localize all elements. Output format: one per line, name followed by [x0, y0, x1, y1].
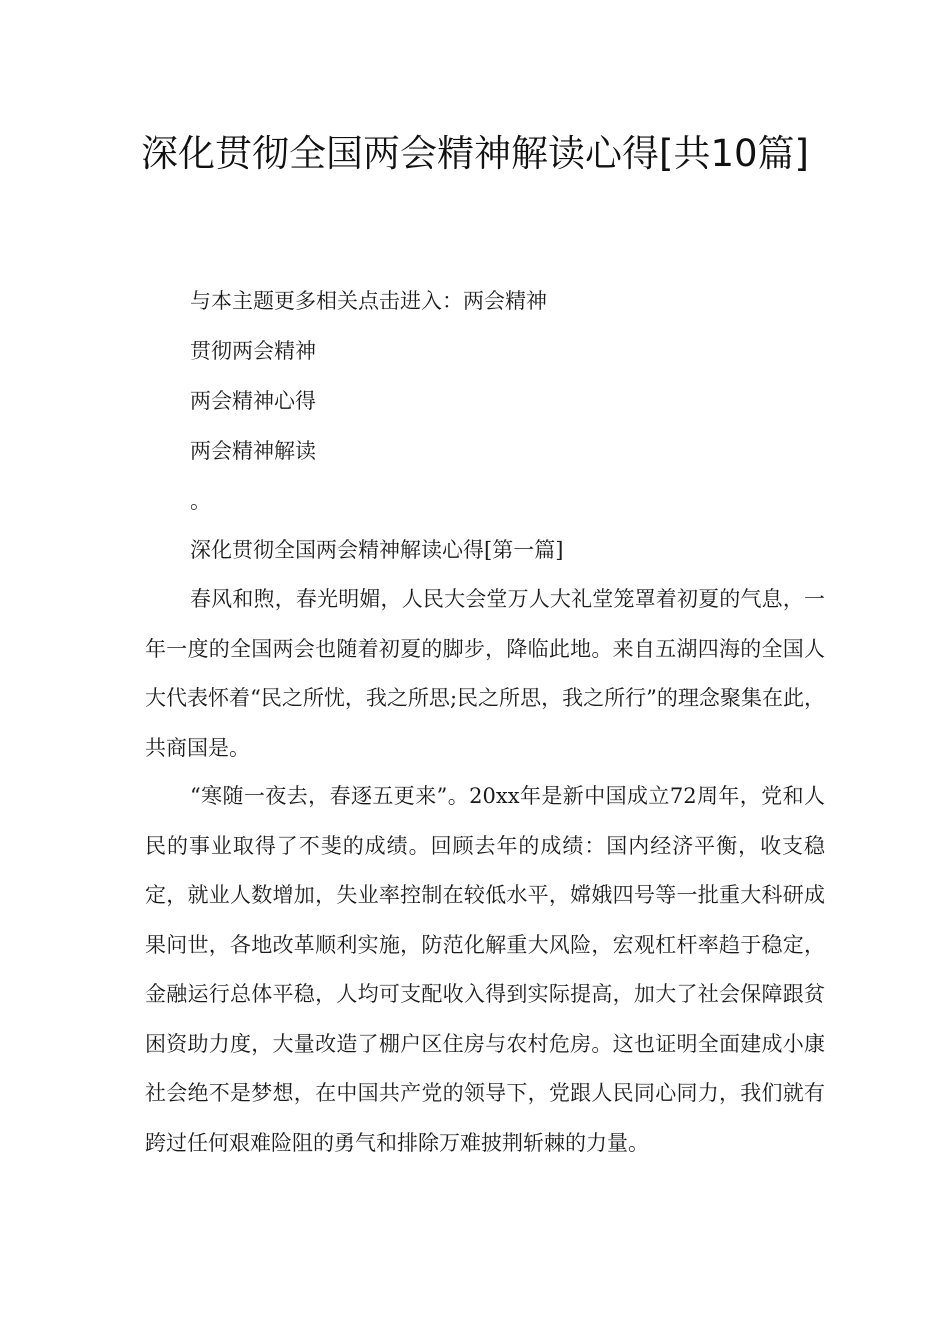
document-title: 深化贯彻全国两会精神解读心得[共10篇] [141, 132, 809, 175]
body-paragraph-2: “寒随一夜去，春逐五更来”。20xx年是新中国成立72周年，党和人民的事业取得了不斐的成绩。回顾去年的成绩：国内经济平衡，收支稳定，就业人数增加，失业率控制在较低水平，嫦娥四号等一批重大科研成果问世，各地改革顺利实施，防范化解重大风险，宏观杠杆率趋于稳定，金融运行总体平稳，人均可支配收入得到实际提高，加大了社会保障跟贫困资助力度，大量改造了棚户区住房与农村危房。这也证明全面建成小康社会绝不是梦想，在中国共产党的领导下，党跟人民同心同力，我们就有跨过任何艰难险阻的勇气和排除万难披荆斩棘的力量。 [145, 784, 825, 1155]
body-paragraph-1: 春风和煦，春光明媚，人民大会堂万人大礼堂笼罩着初夏的气息，一年一度的全国两会也随着初夏的脚步，降临此地。来自五湖四海的全国人大代表怀着“民之所忧，我之所思;民之所思，我之所行”的理念聚集在此，共商国是。 [145, 587, 825, 760]
related-link-implement[interactable]: 贯彻两会精神 [190, 339, 316, 363]
related-topics-link[interactable]: 与本主题更多相关点击进入：两会精神 [190, 289, 547, 313]
related-link-experience[interactable]: 两会精神心得 [190, 389, 316, 413]
related-links-end-mark: 。 [190, 489, 211, 513]
section-heading: 深化贯彻全国两会精神解读心得[第一篇] [190, 538, 564, 562]
related-link-interpretation[interactable]: 两会精神解读 [190, 439, 316, 463]
